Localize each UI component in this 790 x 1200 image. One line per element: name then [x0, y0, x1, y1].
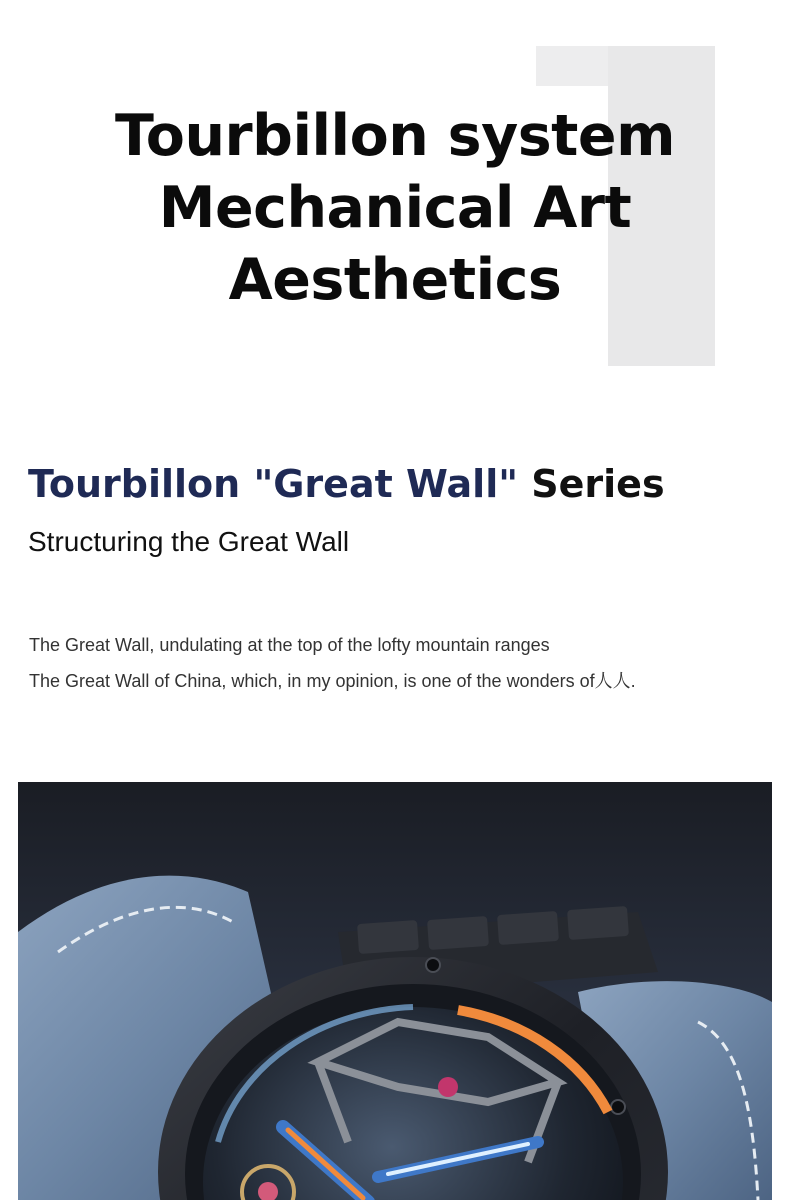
watch-product-photo [18, 782, 772, 1200]
series-title-accent: Tourbillon "Great Wall" [28, 462, 519, 506]
hero-title-line-2: Mechanical Art Aesthetics [158, 175, 632, 313]
series-title [28, 458, 665, 510]
series-subtitle: Structuring the Great Wall [28, 526, 350, 557]
description-line-2: The Great Wall of China, which, in my opinion, is one of the wonders of人人. [29, 671, 636, 691]
watch-illustration [18, 782, 772, 1200]
description-line-1: The Great Wall, undulating at the top of the lofty mountain ranges [29, 635, 550, 655]
hero-title-line-1: Tourbillon system [115, 103, 675, 169]
series-title-rest: Series [518, 462, 665, 506]
hero-title [0, 100, 790, 316]
